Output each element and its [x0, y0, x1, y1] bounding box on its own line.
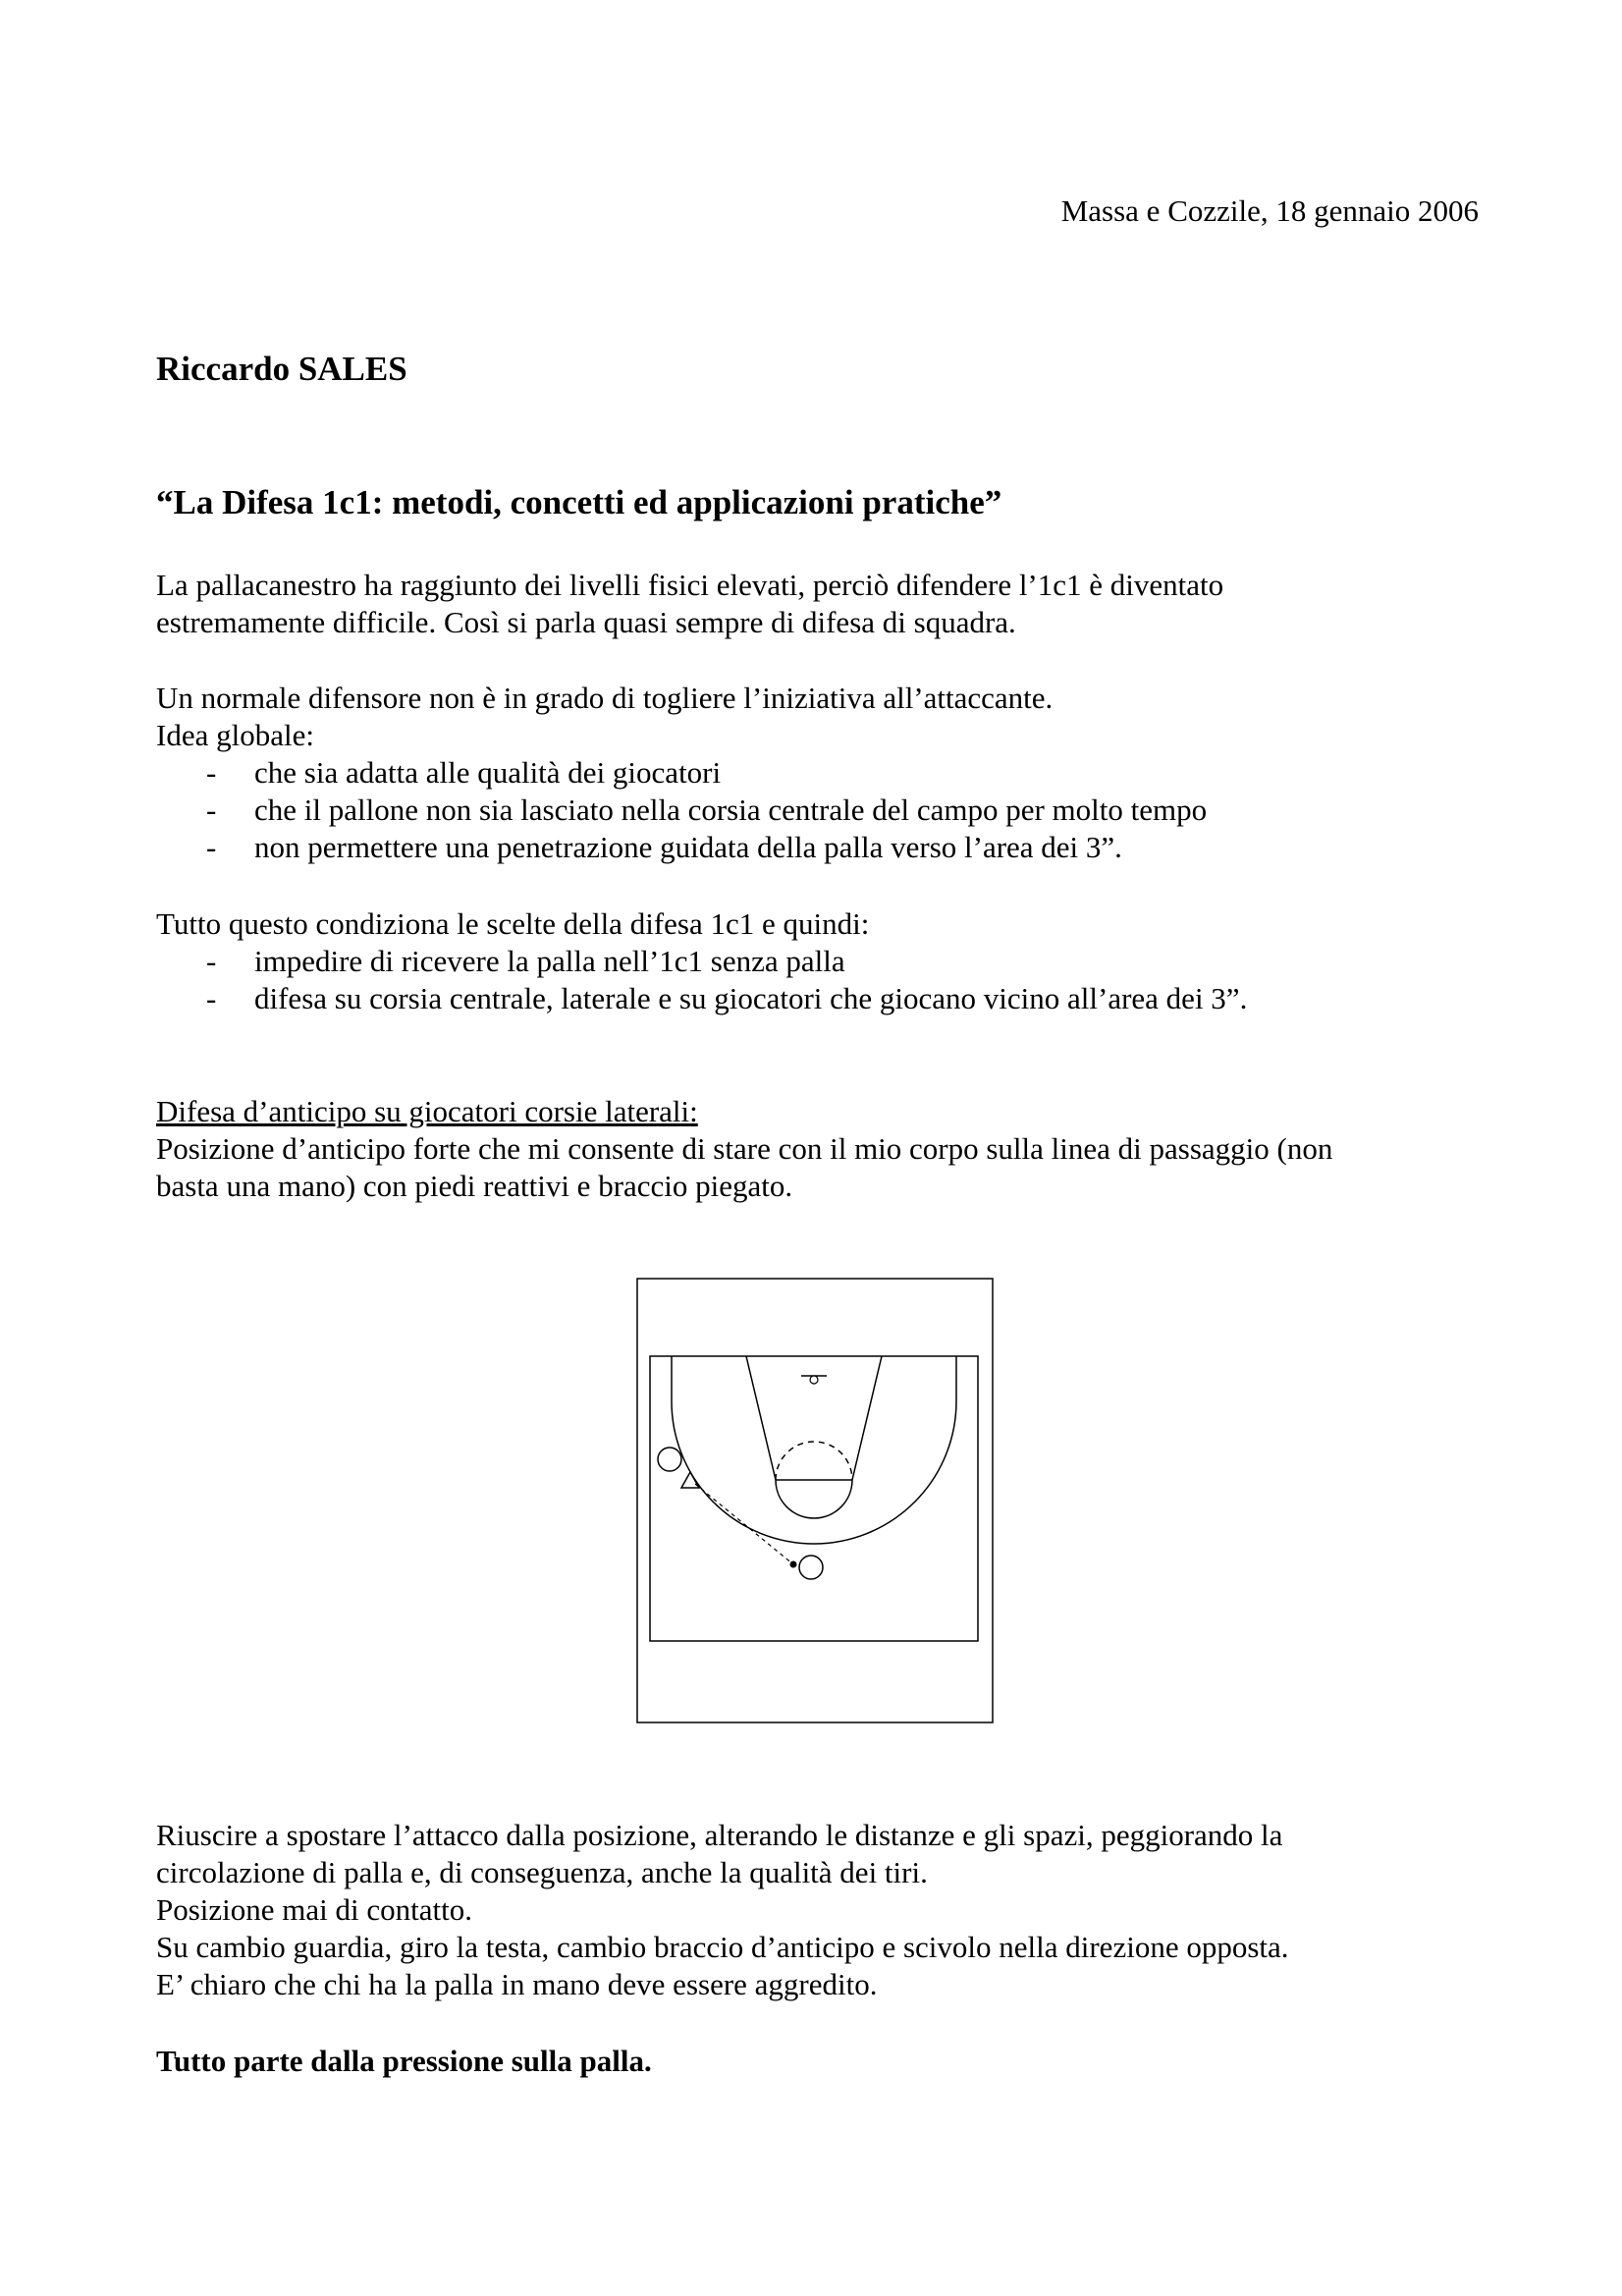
- offense-player-ball: [799, 1556, 823, 1579]
- section4-line-1: Riuscire a spostare l’attacco dalla posizione, alterando le distanze e gli spazi, peggiorando la: [156, 1818, 1283, 1852]
- conclusion-text: Tutto parte dalla pressione sulla palla.: [156, 2044, 652, 2078]
- section2-bullet-list: [206, 943, 1247, 1017]
- list-item: - non permettere una penetrazione guidata della palla verso l’area dei 3”.: [206, 830, 1122, 864]
- list-item: - difesa su corsia centrale, laterale e su giocatori che giocano vicino all’area dei 3”.: [206, 981, 1248, 1015]
- document-title: “La Difesa 1c1: metodi, concetti ed applicazioni pratiche”: [156, 483, 1002, 521]
- section1-line-2: Idea globale:: [156, 718, 314, 752]
- section1-line-1: Un normale difensore non è in grado di togliere l’iniziativa all’attaccante.: [156, 681, 1054, 715]
- intro-line-1: La pallacanestro ha raggiunto dei livelli fisici elevati, perciò difendere l’1c1 è diventato: [156, 568, 1224, 602]
- section4-line-2: circolazione di palla e, di conseguenza, anche la qualità dei tiri.: [156, 1855, 928, 1889]
- section4-line-5: E’ chiaro che chi ha la palla in mano deve essere aggredito.: [156, 1967, 878, 2001]
- section4-line-4: Su cambio guardia, giro la testa, cambio braccio d’anticipo e scivolo nella direzione opposta.: [156, 1930, 1289, 1964]
- section2-line-1: Tutto questo condiziona le scelte della difesa 1c1 e quindi:: [156, 906, 870, 941]
- offense-player-wing: [658, 1448, 681, 1471]
- ball: [790, 1561, 797, 1568]
- section3-line-2: basta una mano) con piedi reattivi e braccio piegato.: [156, 1169, 793, 1203]
- list-item: - impedire di ricevere la palla nell’1c1 senza palla: [206, 944, 845, 978]
- section3-heading: Difesa d’anticipo su giocatori corsie laterali:: [156, 1094, 698, 1128]
- basket-rim: [810, 1376, 818, 1384]
- section3-line-1: Posizione d’anticipo forte che mi consente di stare con il mio corpo sulla linea di passaggio (non: [156, 1131, 1333, 1166]
- list-item: - che il pallone non sia lasciato nella corsia centrale del campo per molto tempo: [206, 793, 1208, 827]
- basketball-court-diagram: [636, 1278, 994, 1723]
- section4-line-3: Posizione mai di contatto.: [156, 1892, 473, 1927]
- intro-line-2: estremamente difficile. Così si parla quasi sempre di difesa di squadra.: [156, 605, 1016, 639]
- author-name: Riccardo SALES: [156, 350, 407, 388]
- list-item: - che sia adatta alle qualità dei giocatori: [206, 755, 722, 790]
- diagram-frame: [637, 1279, 993, 1722]
- section1-bullet-list: [206, 754, 1207, 866]
- document-date: Massa e Cozzile, 18 gennaio 2006: [1060, 193, 1479, 228]
